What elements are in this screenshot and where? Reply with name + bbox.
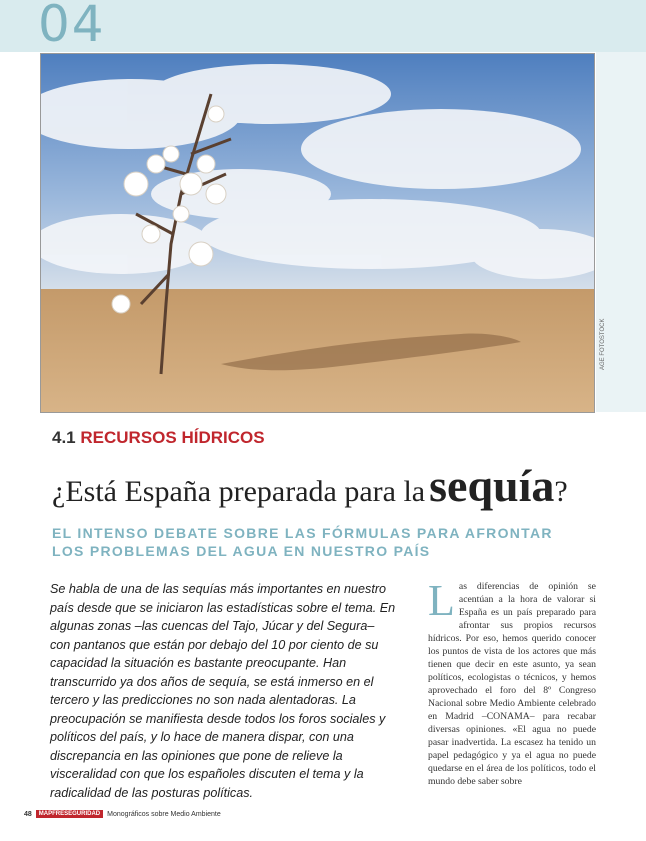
section-title: RECURSOS HÍDRICOS — [80, 428, 265, 447]
section-heading — [52, 428, 265, 448]
chapter-number: 04 — [38, 0, 106, 53]
brand-logo: MAPFRESEGURIDAD — [36, 810, 103, 818]
page-number: 48 — [24, 810, 32, 818]
subtitle-line2: LOS PROBLEMAS DEL AGUA EN NUESTRO PAÍS — [52, 543, 431, 559]
publication-name: Monográficos sobre Medio Ambiente — [107, 810, 221, 818]
intro-paragraph: Se habla de una de las sequías más importantes en nuestro país desde que se iniciaron las estadísticas sobre el tema. En algunas zonas –las cuencas del Tajo, Júcar y del Segura– con pantanos que están por debajo del 10 por ciento de su capacidad la situación es bastante preocupante. Han transcurrido ya dos años de sequía, se está inmerso en el tercero y las predicciones no son nada alentadoras. La preocupación se manifiesta desde todos los foros sociales y políticos del país, y lo hace de manera dispar, con una discrepancia en las opiniones que pone de relieve la visceralidad con que los españoles discuten el tema y la radicalidad de las posturas políticas. — [50, 582, 396, 800]
hero-photo — [40, 53, 595, 413]
photo-credit: AGE FOTOSTOCK — [600, 318, 606, 370]
headline-part2: ? — [554, 475, 568, 508]
drop-cap: L — [428, 576, 455, 625]
body-column — [428, 576, 596, 788]
section-number: 4.1 — [52, 428, 76, 447]
footer — [24, 810, 221, 818]
body-text: as diferencias de opinión se acentúan a la hora de valorar si España es un país preparado para afrontar sus propios recursos hídricos. Por eso, hemos querido conocer los puntos de vista de los actores que más tienen que decir en este asunto, ya sean políticos, ecologistas o técnicos, y hemos aprovechado el foro del 8º Congreso Nacional sobre Medio Ambiente celebrado en Madrid –CONAMA– para recabar diversas opiniones. «El agua no puede pasar inadvertida. La escasez ha tenido un papel pedagógico y ya el agua no puede quedarse en el área de los políticos, todo el mundo debe saber sobre — [428, 581, 596, 787]
headline-emphasis: sequía — [429, 460, 555, 511]
headline-part1: ¿Está España preparada para la — [52, 475, 426, 508]
subtitle — [52, 524, 572, 560]
subtitle-line1: EL INTENSO DEBATE SOBRE LAS FÓRMULAS PARA AFRONTAR — [52, 525, 553, 541]
headline — [52, 459, 632, 512]
